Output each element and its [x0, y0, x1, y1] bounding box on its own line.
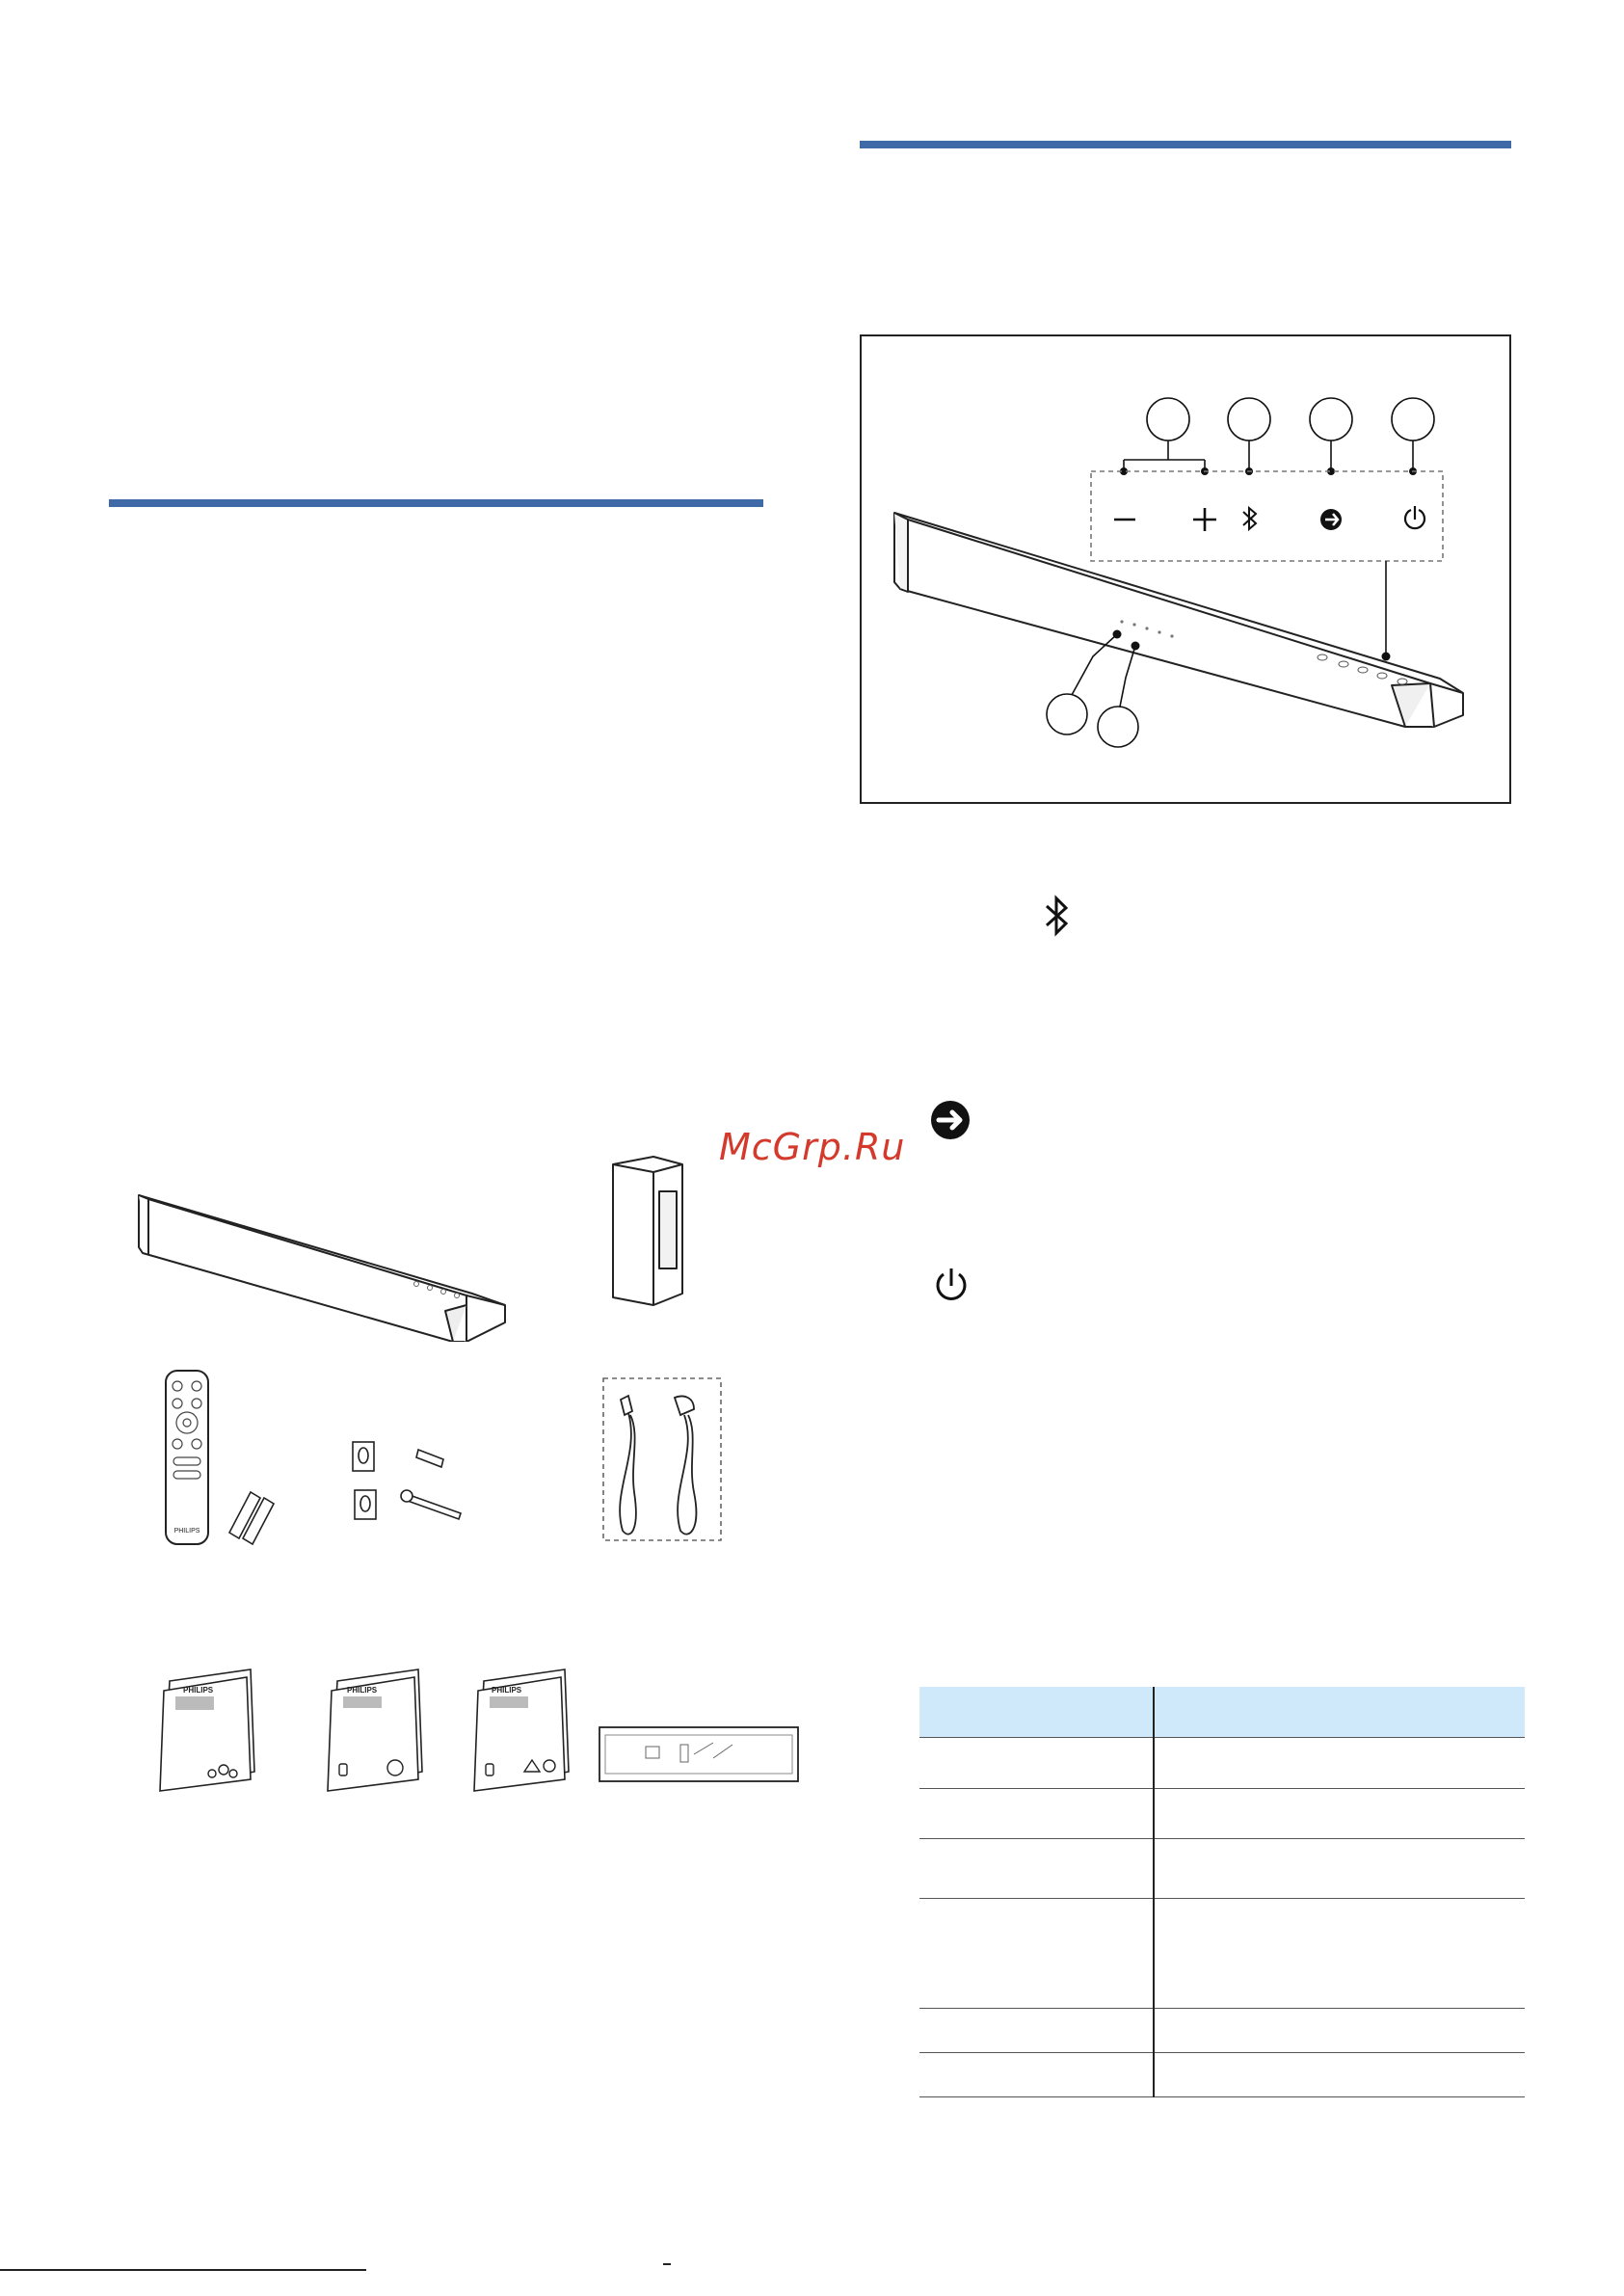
callout-3 — [1310, 398, 1352, 441]
table-row — [919, 1738, 1525, 1789]
safety-sheet-illustration — [322, 1668, 428, 1793]
callout-5 — [1047, 694, 1087, 734]
svg-text:PHILIPS: PHILIPS — [173, 1528, 200, 1535]
table-row — [919, 1839, 1525, 1899]
table-cell — [1154, 2053, 1525, 2097]
control-panel-diagram — [860, 334, 1511, 804]
table-cell — [1154, 1789, 1525, 1839]
wall-mount-template-illustration — [598, 1725, 800, 1787]
table-cell — [1154, 1839, 1525, 1899]
table-cell — [1154, 1899, 1525, 2009]
callout-6 — [1098, 707, 1138, 747]
source-icon — [929, 1099, 972, 1141]
warranty-sheet-illustration — [468, 1668, 574, 1793]
table-cell — [919, 1899, 1154, 2009]
spec-table-header — [919, 1687, 1154, 1738]
soundbar-illustration — [135, 1188, 511, 1342]
callout-2 — [1228, 398, 1270, 441]
bluetooth-icon — [1043, 894, 1072, 937]
table-cell — [919, 1789, 1154, 1839]
table-cell — [919, 1738, 1154, 1789]
watermark: McGrp.Ru — [719, 1126, 906, 1168]
table-row — [919, 1899, 1525, 2009]
table-row — [919, 1789, 1525, 1839]
svg-text:PHILIPS: PHILIPS — [183, 1686, 214, 1695]
soundbar-top-view — [862, 336, 1509, 802]
power-cords-illustration — [601, 1376, 723, 1542]
remote-batteries-illustration — [162, 1369, 287, 1548]
spec-table-header — [1154, 1687, 1525, 1738]
table-cell — [919, 2053, 1154, 2097]
power-icon — [933, 1265, 970, 1305]
table-cell — [1154, 2009, 1525, 2053]
table-cell — [919, 2009, 1154, 2053]
table-cell — [1154, 1738, 1525, 1789]
footer-mark — [663, 2259, 671, 2265]
table-row — [919, 2009, 1525, 2053]
table-cell — [919, 1839, 1154, 1899]
spec-table — [919, 1687, 1525, 2097]
callout-1 — [1147, 398, 1189, 441]
section-rule-left — [109, 499, 763, 507]
section-rule-right — [860, 141, 1511, 148]
quick-start-guide-illustration — [154, 1668, 260, 1793]
wall-mount-kit-illustration — [347, 1438, 482, 1535]
footer-rule — [0, 2269, 366, 2271]
subwoofer-illustration — [607, 1153, 688, 1307]
table-row — [919, 2053, 1525, 2097]
spec-table-header-row — [919, 1687, 1525, 1738]
callout-4 — [1392, 398, 1434, 441]
svg-text:PHILIPS: PHILIPS — [492, 1686, 522, 1695]
svg-text:PHILIPS: PHILIPS — [347, 1686, 378, 1695]
